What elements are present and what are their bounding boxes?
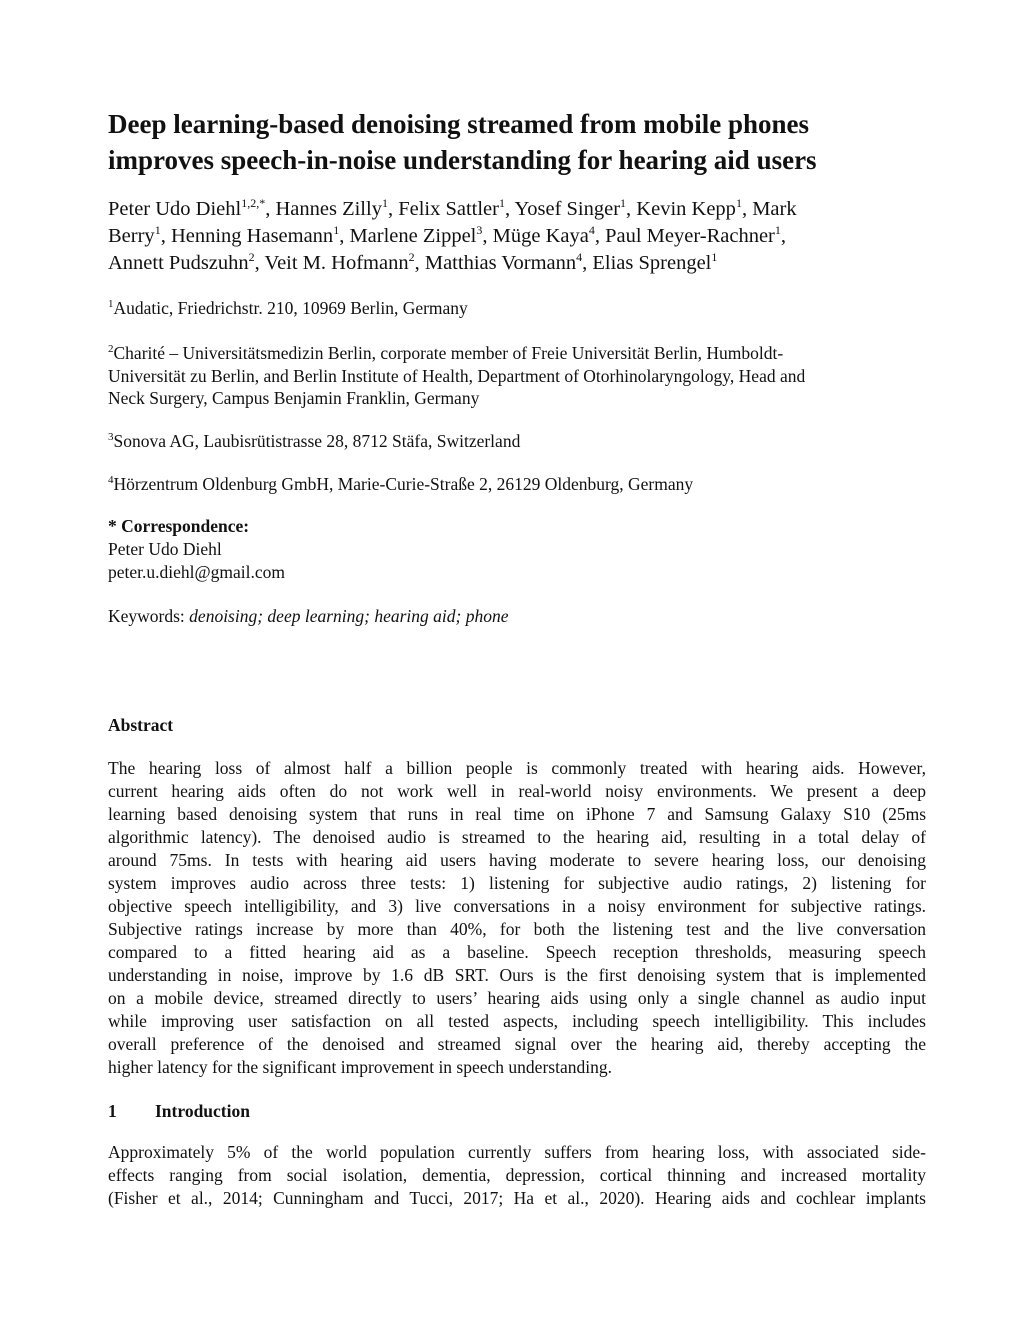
abstract-line: Subjective ratings increase by more than 40%, for both the listening test and the live conversation — [108, 919, 926, 939]
author-affiliation: 1 — [735, 196, 742, 210]
keywords-label: Keywords: — [108, 606, 185, 626]
author-list — [108, 196, 928, 277]
affiliation-number: 2 — [108, 343, 114, 355]
author-name: Kevin Kepp — [636, 198, 736, 220]
author-affiliation: 1 — [154, 223, 161, 237]
author-name-part: Mark — [752, 198, 797, 220]
author-name: Veit M. Hofmann — [264, 252, 409, 274]
abstract-line: learning based denoising system that runs in real time on iPhone 7 and Samsung Galaxy S10 (25ms — [108, 804, 926, 824]
author-name: Elias Sprengel — [592, 252, 712, 274]
abstract-heading: Abstract — [108, 715, 174, 735]
abstract-line: while improving user satisfaction on all tested aspects, including speech intelligibility. This includes — [108, 1011, 926, 1031]
affiliation-1 — [108, 297, 928, 320]
author-name: Hannes Zilly — [275, 198, 382, 220]
affiliation-3 — [108, 430, 928, 453]
author-line: Berry$^1$, Henning Hasemann$^1$, Marlene Zippel$^3$, Müge Kaya$^4$, Paul Meyer-Rachner$^1$, — [108, 223, 787, 247]
affiliation-text: Charité – Universitätsmedizin Berlin, corporate member of Freie Universität Berlin, Humboldt- — [113, 343, 784, 363]
affiliation-text: Hörzentrum Oldenburg GmbH, Marie-Curie-Straße 2, 26129 Oldenburg, Germany — [113, 474, 694, 494]
author-affiliation: 1 — [333, 223, 340, 237]
author-name: Marlene Zippel — [349, 225, 477, 247]
title-line: improves speech-in-noise understanding for hearing aid users — [108, 145, 817, 175]
introduction-line: Approximately 5% of the world population currently suffers from hearing loss, with associated side- — [108, 1142, 926, 1162]
author-affiliation: 1 — [774, 223, 781, 237]
author-name: Peter Udo Diehl — [108, 198, 242, 220]
abstract-line: higher latency for the significant improvement in speech understanding. — [108, 1057, 612, 1077]
author-affiliation: 2 — [408, 250, 415, 264]
abstract-line: around 75ms. In tests with hearing aid users having moderate to severe hearing loss, our denoising — [108, 850, 926, 870]
introduction-line: effects ranging from social isolation, dementia, depression, cortical thinning and increased mortality — [108, 1165, 926, 1185]
correspondence-name: Peter Udo Diehl — [108, 539, 222, 559]
author-name: Felix Sattler — [398, 198, 499, 220]
author-affiliation: 4 — [588, 223, 595, 237]
author-affiliation: 1 — [620, 196, 627, 210]
affiliation-text: Universität zu Berlin, and Berlin Institute of Health, Department of Otorhinolaryngology, Head and — [108, 365, 806, 386]
abstract-line: understanding in noise, improve by 1.6 dB SRT. Ours is the first denoising system that is implemented — [108, 965, 926, 985]
author-name: Henning Hasemann — [170, 225, 334, 247]
author-line: Peter Udo Diehl$^{1,2,*}$, Hannes Zilly$^1$, Felix Sattler$^1$, Yosef Singer$^1$, Kevin Kepp$^1$, Mark — [108, 196, 797, 220]
author-name: Müge Kaya — [492, 225, 589, 247]
abstract-line: overall preference of the denoised and streamed signal over the hearing aid, thereby accepting the — [108, 1034, 926, 1054]
affiliation-number: 4 — [108, 474, 114, 486]
affiliation-number: 1 — [108, 298, 114, 310]
introduction-body — [108, 1141, 926, 1210]
author-affiliation: 1 — [711, 250, 718, 264]
abstract-line: objective speech intelligibility, and 3) live conversations in a noisy environment for subjective ratings. — [108, 896, 926, 916]
author-name: Paul Meyer-Rachner — [605, 225, 775, 247]
author-name-part: Berry — [108, 225, 155, 247]
abstract-line: on a mobile device, streamed directly to users’ hearing aids using only a single channel as audio input — [108, 988, 926, 1008]
keywords — [108, 605, 509, 628]
affiliation-text: Neck Surgery, Campus Benjamin Franklin, Germany — [108, 388, 480, 408]
abstract-line: algorithmic latency). The denoised audio is streamed to the hearing aid, resulting in a total delay of — [108, 827, 926, 847]
author-affiliation: 2 — [248, 250, 255, 264]
section-number: 1 — [108, 1101, 117, 1121]
correspondence-heading: * Correspondence: — [108, 516, 250, 536]
keywords-terms: denoising; deep learning; hearing aid; phone — [189, 606, 509, 626]
author-affiliation: 1 — [498, 196, 505, 210]
author-affiliation: 1,2,* — [241, 196, 266, 210]
abstract-line: system improves audio across three tests: 1) listening for subjective audio ratings, 2) listening for — [108, 873, 926, 893]
paper-title — [108, 106, 928, 178]
author-affiliation: 4 — [576, 250, 583, 264]
author-affiliation: 1 — [381, 196, 388, 210]
affiliation-number: 3 — [108, 431, 114, 443]
abstract-line: current hearing aids often do not work well in real-world noisy environments. We present a deep — [108, 781, 926, 801]
affiliation-text: Audatic, Friedrichstr. 210, 10969 Berlin, Germany — [113, 298, 468, 318]
author-line: Annett Pudszuhn$^2$, Veit M. Hofmann$^2$, Matthias Vormann$^4$, Elias Sprengel$^1$ — [108, 250, 718, 274]
correspondence-block — [108, 515, 285, 584]
abstract-line: compared to a fitted hearing aid as a baseline. Speech reception thresholds, measuring speech — [108, 942, 926, 962]
author-affiliation: 3 — [476, 223, 483, 237]
author-name: Yosef Singer — [514, 198, 621, 220]
author-name: Matthias Vormann — [424, 252, 577, 274]
introduction-heading — [108, 1100, 250, 1123]
correspondence-email[interactable]: peter.u.diehl@gmail.com — [108, 562, 285, 582]
section-title: Introduction — [155, 1101, 250, 1121]
affiliation-2 — [108, 342, 928, 410]
title-line: Deep learning-based denoising streamed from mobile phones — [108, 109, 810, 139]
affiliation-4 — [108, 473, 928, 496]
abstract-body — [108, 757, 926, 1079]
affiliation-text: Sonova AG, Laubisrütistrasse 28, 8712 Stäfa, Switzerland — [113, 431, 521, 451]
author-name: Annett Pudszuhn — [108, 252, 249, 274]
introduction-line: (Fisher et al., 2014; Cunningham and Tucci, 2017; Ha et al., 2020). Hearing aids and cochlear implants — [108, 1188, 926, 1208]
abstract-line: The hearing loss of almost half a billion people is commonly treated with hearing aids. However, — [108, 758, 926, 778]
